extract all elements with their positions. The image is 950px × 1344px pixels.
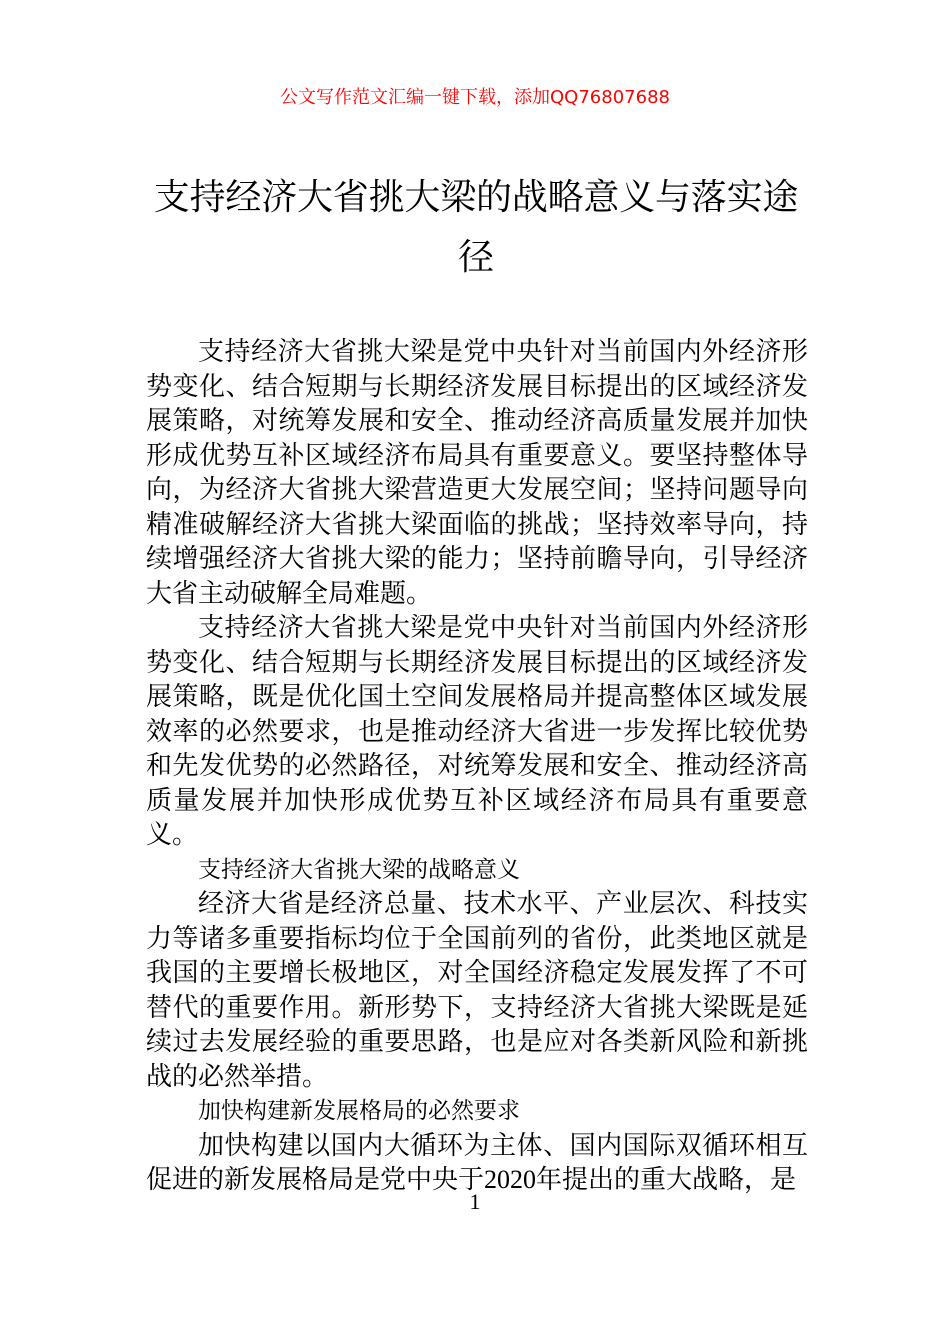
paragraph-intro: 支持经济大省挑大梁是党中央针对当前国内外经济形势变化、结合短期与长期经济发展目标提出的区域经济发展策略，对统筹发展和安全、推动经济高质量发展并加快形成优势互补区域经济布局具有重要意义。要坚持整体导向，为经济大省挑大梁营造更大发展空间；坚持问题导向精准破解经济大省挑大梁面临的挑战；坚持效率导向，持续增强经济大省挑大梁的能力；坚持前瞻导向，引导经济大省主动破解全局难题。 — [146, 337, 808, 609]
document-body — [146, 335, 808, 1198]
paragraph-significance: 支持经济大省挑大梁是党中央针对当前国内外经济形势变化、结合短期与长期经济发展目标提出的区域经济发展策略，既是优化国土空间发展格局并提高整体区域发展效率的必然要求，也是推动经济大省进一步发挥比较优势和先发优势的必然路径，对统筹发展和安全、推动经济高质量发展并加快形成优势互补区域经济布局具有重要意义。 — [146, 613, 808, 850]
subheading-new-development-pattern: 加快构建新发展格局的必然要求 — [198, 1098, 520, 1124]
year-number: 2020 — [484, 1165, 537, 1194]
download-watermark: 公文写作范文汇编一键下载，添加QQ76807688 — [280, 87, 670, 108]
paragraph-economic-provinces: 经济大省是经济总量、技术水平、产业层次、科技实力等诸多重要指标均位于全国前列的省份，此类地区就是我国的主要增长极地区，对全国经济稳定发展发挥了不可替代的重要作用。新形势下，支持经济大省挑大梁既是延续过去发展经验的重要思路，也是应对各类新风险和新挑战的必然举措。 — [146, 889, 808, 1092]
page-number: 1 — [469, 1189, 481, 1214]
paragraph-text-end: 年提出的重大战略，是 — [536, 1165, 797, 1195]
document-title: 支持经济大省挑大梁的战略意义与落实途径 — [153, 177, 799, 278]
subheading-strategic-significance: 支持经济大省挑大梁的战略意义 — [198, 856, 520, 883]
paragraph-text-start: 加快构建以国内大循环为主体、国内国际双循环相互促进的新发展格局是党中央于 — [146, 1130, 808, 1195]
